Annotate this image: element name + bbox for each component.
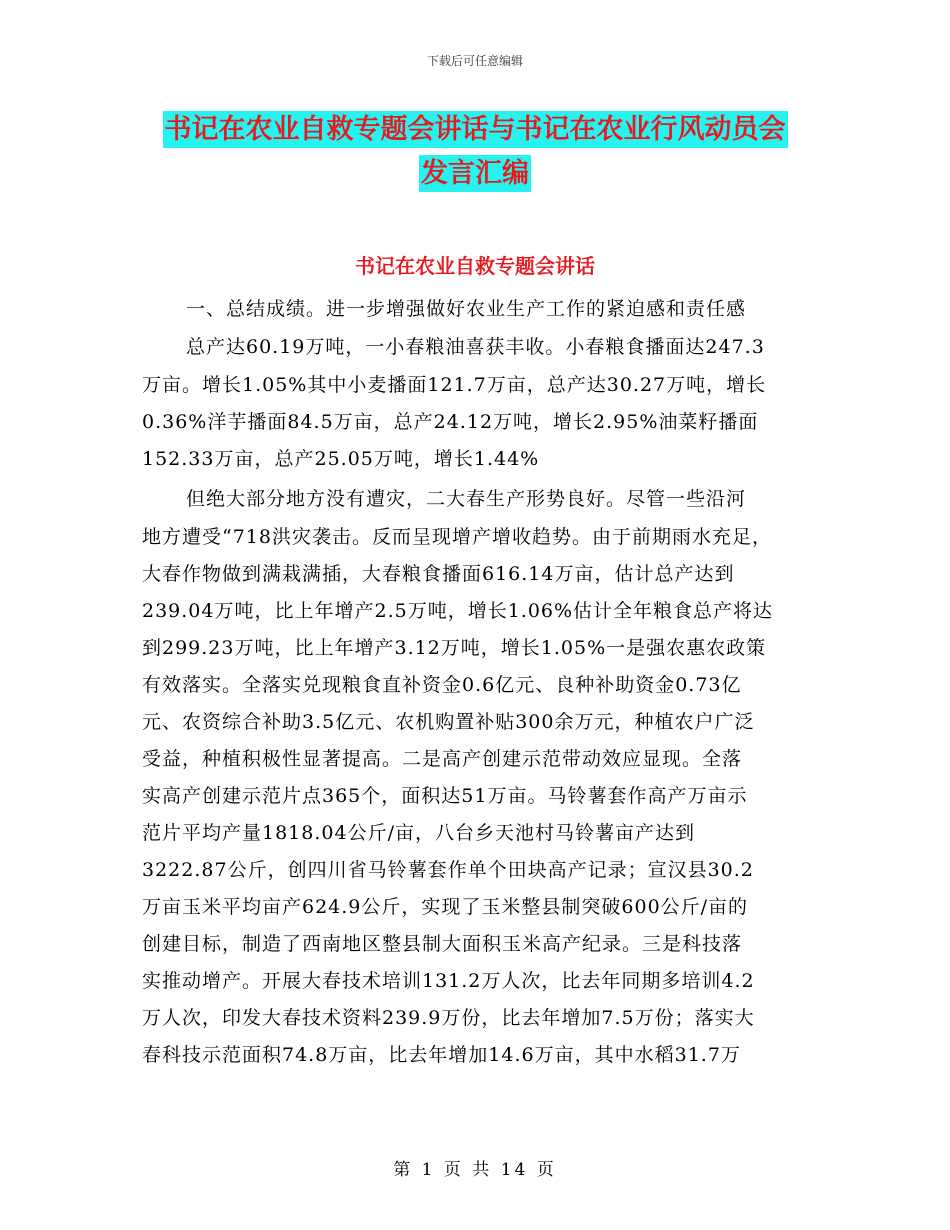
body-line: 创建目标，制造了西南地区整县制大面积玉米高产纪录。三是科技落 bbox=[142, 933, 743, 955]
body-line: 受益，种植积极性显著提高。二是高产创建示范带动效应显现。全落 bbox=[142, 748, 743, 770]
body-line: 0.36%洋芋播面84.5万亩，总产24.12万吨，增长2.95%油菜籽播面 bbox=[142, 411, 759, 433]
body-line: 春科技示范面积74.8万亩，比去年增加14.6万亩，其中水稻31.7万 bbox=[142, 1044, 741, 1066]
body-line: 3222.87公斤，创四川省马铃薯套作单个田块高产记录；宣汉县30.2 bbox=[142, 859, 754, 881]
body-line: 万亩玉米平均亩产624.9公斤，实现了玉米整县制突破600公斤/亩的 bbox=[142, 896, 749, 918]
document-title-line-2 bbox=[0, 159, 950, 189]
body-line: 239.04万吨，比上年增产2.5万吨，增长1.06%估计全年粮食总产将达 bbox=[142, 600, 774, 622]
body-line: 总产达60.19万吨，一小春粮油喜获丰收。小春粮食播面达247.3 bbox=[186, 336, 765, 358]
document-title-line-1-text: 书记在农业自救专题会讲话与书记在农业行风动员会 bbox=[163, 111, 788, 148]
body-line: 实推动增产。开展大春技术培训131.2万人次，比去年同期多培训4.2 bbox=[142, 970, 755, 992]
section-title: 书记在农业自救专题会讲话 bbox=[355, 254, 595, 278]
body-line: 实高产创建示范片点365个，面积达51万亩。马铃薯套作高产万亩示 bbox=[142, 785, 748, 807]
body-line: 有效落实。全落实兑现粮食直补资金0.6亿元、良种补助资金0.73亿 bbox=[142, 674, 742, 696]
document-title-line-2-text: 发言汇编 bbox=[419, 155, 531, 192]
body-line: 万人次，印发大春技术资料239.9万份，比去年增加7.5万份；落实大 bbox=[142, 1007, 755, 1029]
document-title-line-1 bbox=[0, 115, 950, 145]
body-line: 大春作物做到满栽满插，大春粮食播面616.14万亩，估计总产达到 bbox=[142, 563, 735, 585]
body-line: 范片平均产量1818.04公斤/亩，八台乡天池村马铃薯亩产达到 bbox=[142, 822, 695, 844]
body-line: 到299.23万吨，比上年增产3.12万吨，增长1.05%一是强农惠农政策 bbox=[142, 637, 767, 659]
body-line: 但绝大部分地方没有遭灾，二大春生产形势良好。尽管一些沿河 bbox=[186, 488, 747, 510]
body-line: 元、农资综合补助3.5亿元、农机购置补贴300余万元，种植农户广泛 bbox=[142, 711, 755, 733]
body-line: 地方遭受“718洪灾袭击。反而呈现增产增收趋势。由于前期雨水充足， bbox=[142, 526, 772, 548]
page-number-footer: 第 1 页 共 14 页 bbox=[393, 1160, 557, 1180]
page-header-note: 下载后可任意编辑 bbox=[426, 54, 523, 68]
body-line: 一、总结成绩。进一步增强做好农业生产工作的紧迫感和责任感 bbox=[186, 298, 747, 320]
body-line: 152.33万亩，总产25.05万吨，增长1.44% bbox=[142, 448, 540, 470]
body-line: 万亩。增长1.05%其中小麦播面121.7万亩，总产达30.27万吨，增长 bbox=[142, 374, 767, 396]
